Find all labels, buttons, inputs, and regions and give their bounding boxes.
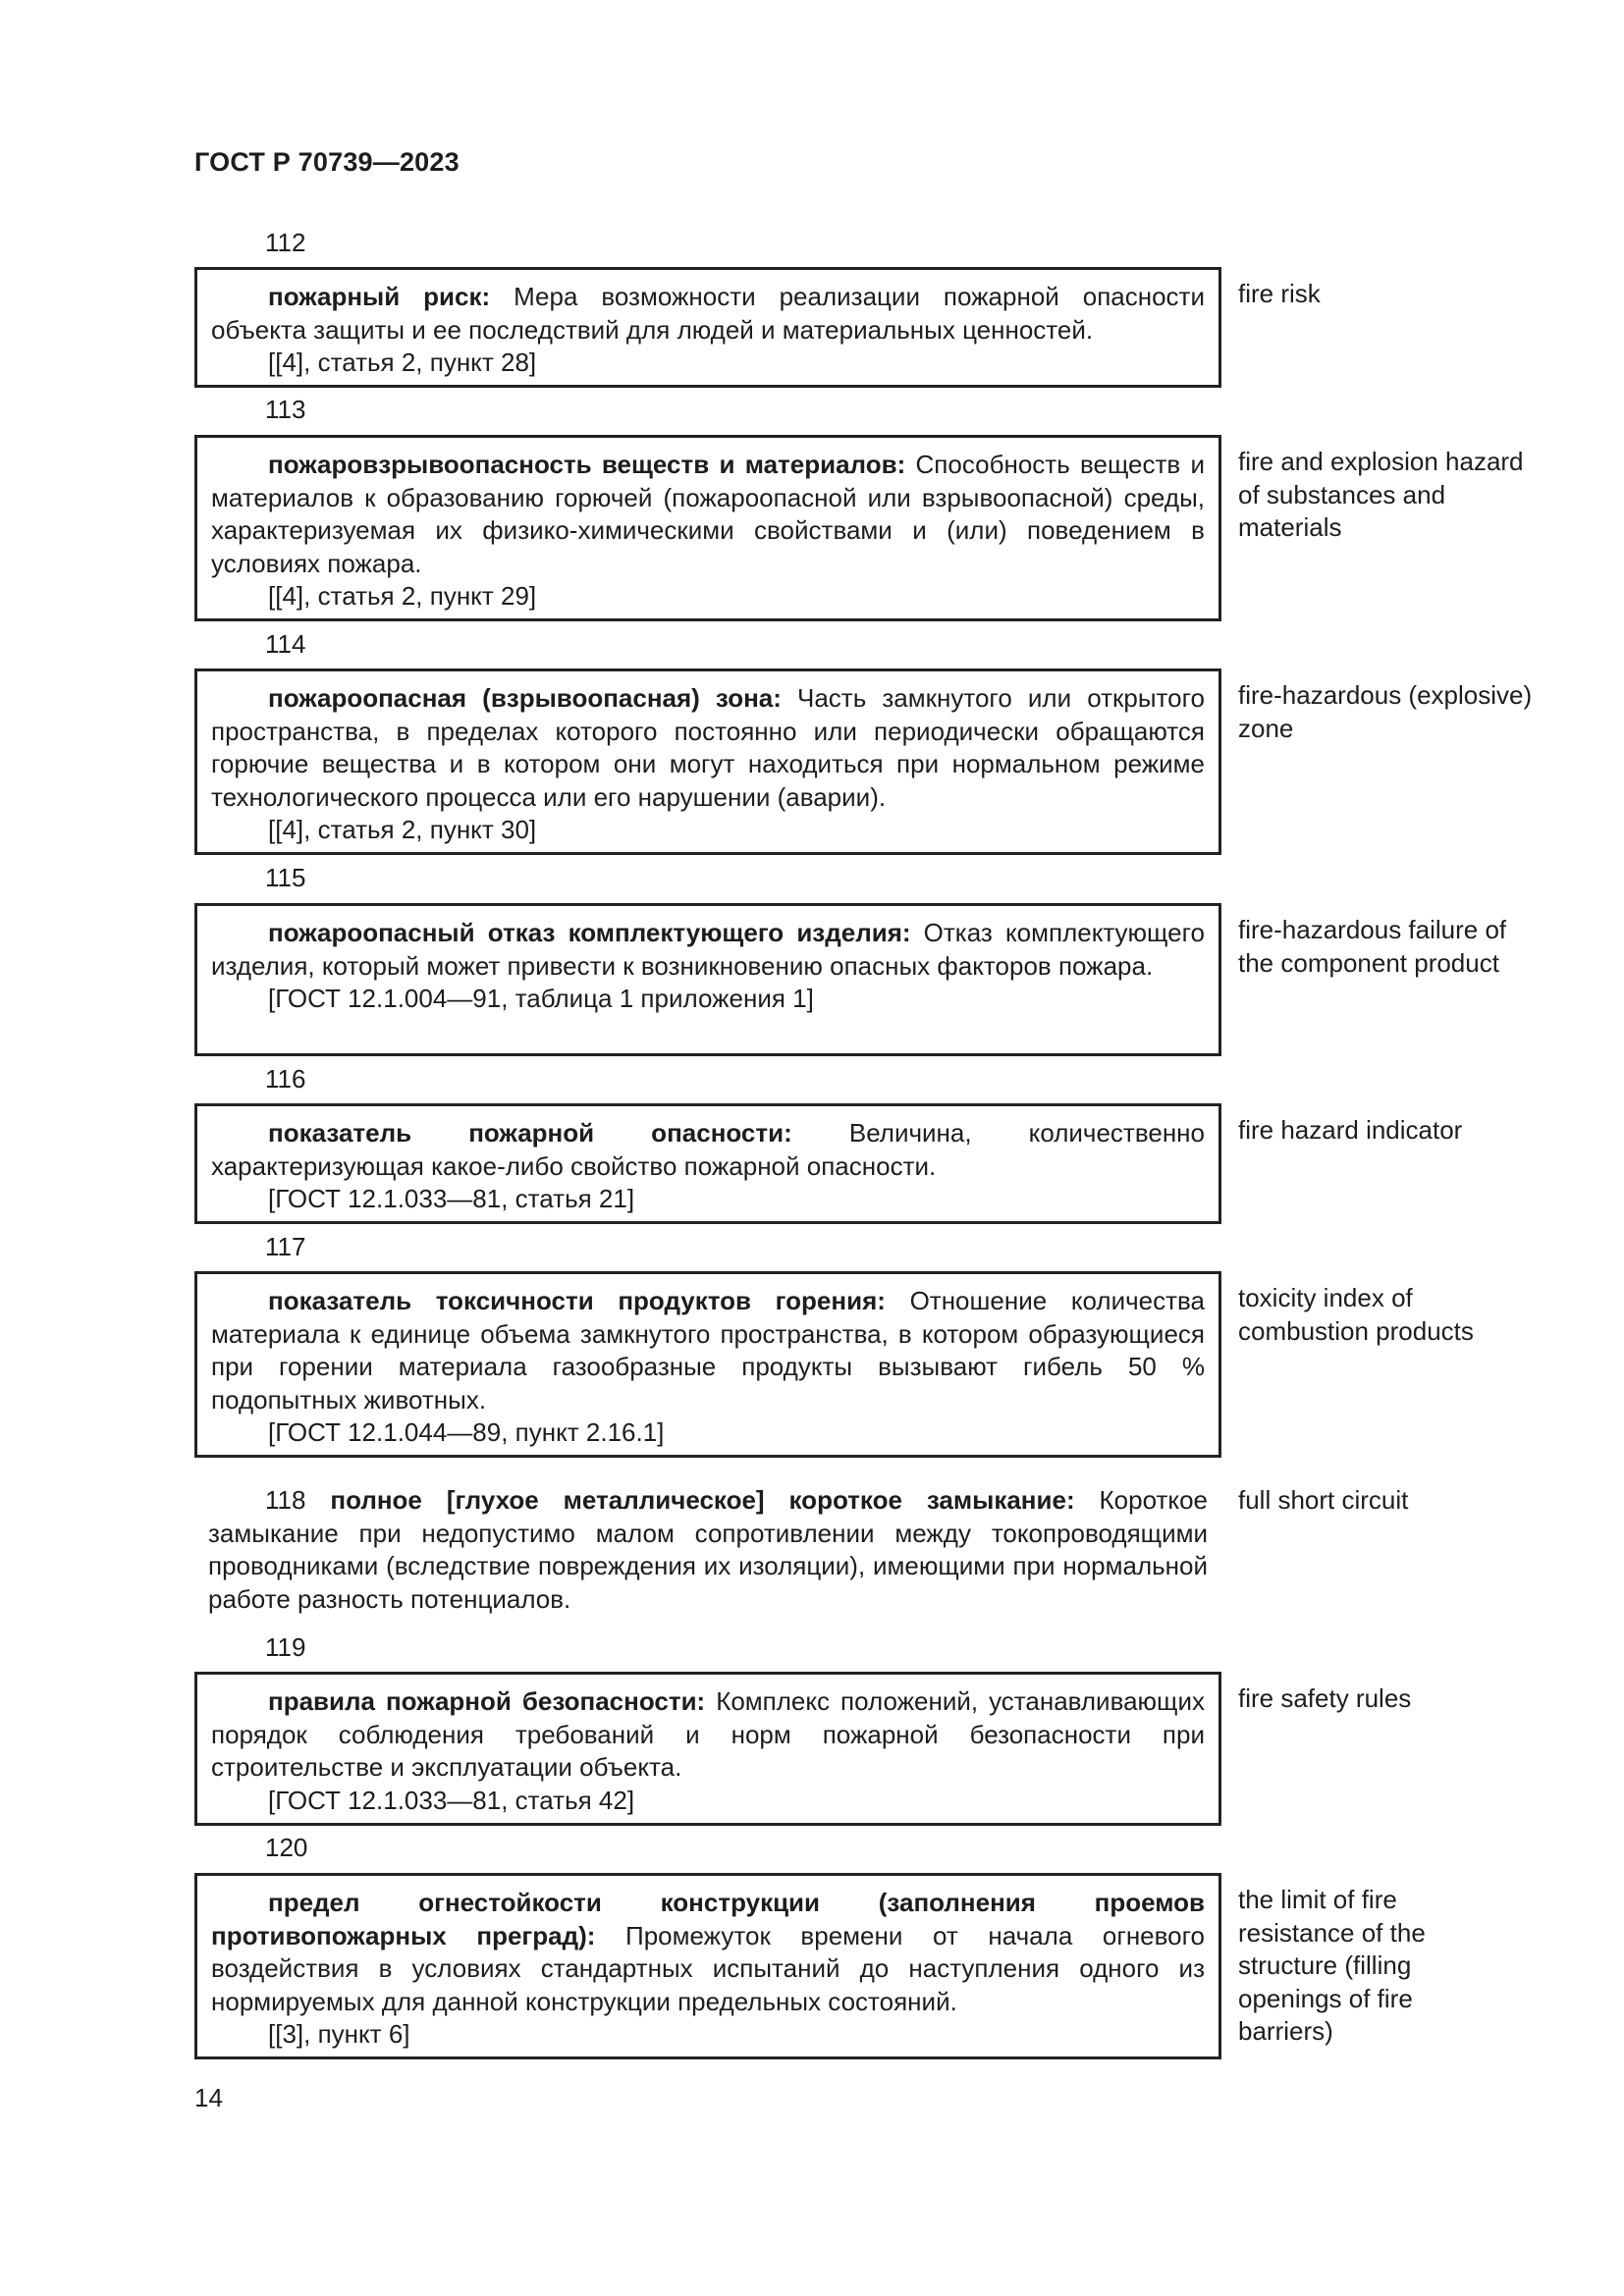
term-number: 119: [265, 1632, 306, 1662]
term-definition: Отказ комплектующего изделия, который может привести к возникновению опасных факторов пожара.: [211, 918, 1205, 981]
term-english: toxicity index of combustion products: [1238, 1283, 1474, 1346]
term-box: [194, 903, 1221, 1056]
term-box: [194, 1873, 1221, 2059]
term-source: [ГОСТ 12.1.044—89, пункт 2.16.1]: [268, 1417, 665, 1447]
term-name: пожароопасная (взрывоопасная) зона:: [268, 683, 782, 713]
term-plain: [208, 1484, 1208, 1616]
term-box: [194, 1672, 1221, 1826]
term-number: 120: [265, 1833, 308, 1862]
term-source: [[4], статья 2, пункт 29]: [268, 581, 537, 611]
page-number: 14: [194, 2083, 223, 2112]
term-definition: Мера возможности реализации пожарной опасности объекта защиты и ее последствий для людей и материальных ценностей.: [211, 282, 1205, 345]
term-english: full short circuit: [1238, 1485, 1409, 1515]
term-english: fire-hazardous failure of the component product: [1238, 915, 1507, 978]
term-box: [194, 1271, 1221, 1458]
term-name: показатель пожарной опасности:: [268, 1118, 792, 1148]
term-number: 114: [265, 629, 306, 659]
term-english: the limit of fire resistance of the structure (filling openings of fire barriers): [1238, 1885, 1426, 2046]
term-source: [ГОСТ 12.1.033—81, статья 21]: [268, 1184, 635, 1213]
term-definition: Величина, количественно характеризующая какое-либо свойство пожарной опасности.: [211, 1118, 1205, 1181]
term-box: [194, 668, 1221, 855]
term-english: fire-hazardous (explosive) zone: [1238, 680, 1533, 743]
document-header: ГОСТ Р 70739—2023: [194, 147, 460, 177]
term-number: 115: [265, 863, 306, 892]
term-name: полное [глухое металлическое] короткое замыкание:: [330, 1485, 1075, 1515]
term-source: [ГОСТ 12.1.004—91, таблица 1 приложения 1]: [268, 984, 814, 1013]
term-source: [[3], пункт 6]: [268, 2019, 410, 2049]
term-number: 116: [265, 1064, 306, 1094]
term-box: [194, 435, 1221, 621]
term-definition: Часть замкнутого или открытого пространства, в пределах которого постоянно или периодически обращаются горючие вещества и в котором они могут находиться при нормальном режиме технологического процесса или его нарушении (аварии).: [211, 683, 1205, 812]
term-definition: Способность веществ и материалов к образованию горючей (пожароопасной или взрывоопасной) среды, характеризуемая их физико-химическими свойствами и (или) поведением в условиях пожара.: [211, 450, 1205, 578]
term-number: 117: [265, 1232, 306, 1261]
term-name: предел огнестойкости конструкции (заполнения проемов противопожарных преград):: [211, 1888, 1205, 1950]
term-name: пожароопасный отказ комплектующего изделия:: [268, 918, 911, 947]
term-name: пожаровзрывоопасность веществ и материалов:: [268, 450, 906, 479]
term-english: fire risk: [1238, 279, 1321, 308]
term-box: [194, 267, 1221, 388]
term-definition: Отношение количества материала к единице объема замкнутого пространства, в котором образующиеся при горении материала газообразные продукты вызывают гибель 50 % подопытных животных.: [211, 1286, 1205, 1415]
term-english: fire hazard indicator: [1238, 1115, 1463, 1145]
term-source: [[4], статья 2, пункт 30]: [268, 815, 537, 844]
term-name: пожарный риск:: [268, 282, 491, 311]
term-definition: Комплекс положений, устанавливающих порядок соблюдения требований и норм пожарной безопасности при строительстве и эксплуатации объекта.: [211, 1686, 1205, 1782]
term-definition: Промежуток времени от начала огневого воздействия в условиях стандартных испытаний до наступления одного из нормируемых для данной конструкции предельных состояний.: [211, 1920, 1205, 2016]
term-number: 112: [265, 228, 306, 257]
term-box: [194, 1103, 1221, 1224]
term-number: 118: [265, 1485, 306, 1515]
term-english: fire and explosion hazard of substances and materials: [1238, 447, 1524, 542]
term-name: показатель токсичности продуктов горения:: [268, 1286, 886, 1315]
term-english: fire safety rules: [1238, 1683, 1412, 1713]
term-source: [[4], статья 2, пункт 28]: [268, 347, 537, 377]
term-name: правила пожарной безопасности:: [268, 1686, 706, 1716]
term-source: [ГОСТ 12.1.033—81, статья 42]: [268, 1785, 635, 1815]
term-number: 113: [265, 395, 306, 424]
term-definition: Короткое замыкание при недопустимо малом сопротивлении между токопроводящими проводниками (вследствие повреждения их изоляции), имеющими при нормальной работе разность потенциалов.: [208, 1485, 1208, 1614]
